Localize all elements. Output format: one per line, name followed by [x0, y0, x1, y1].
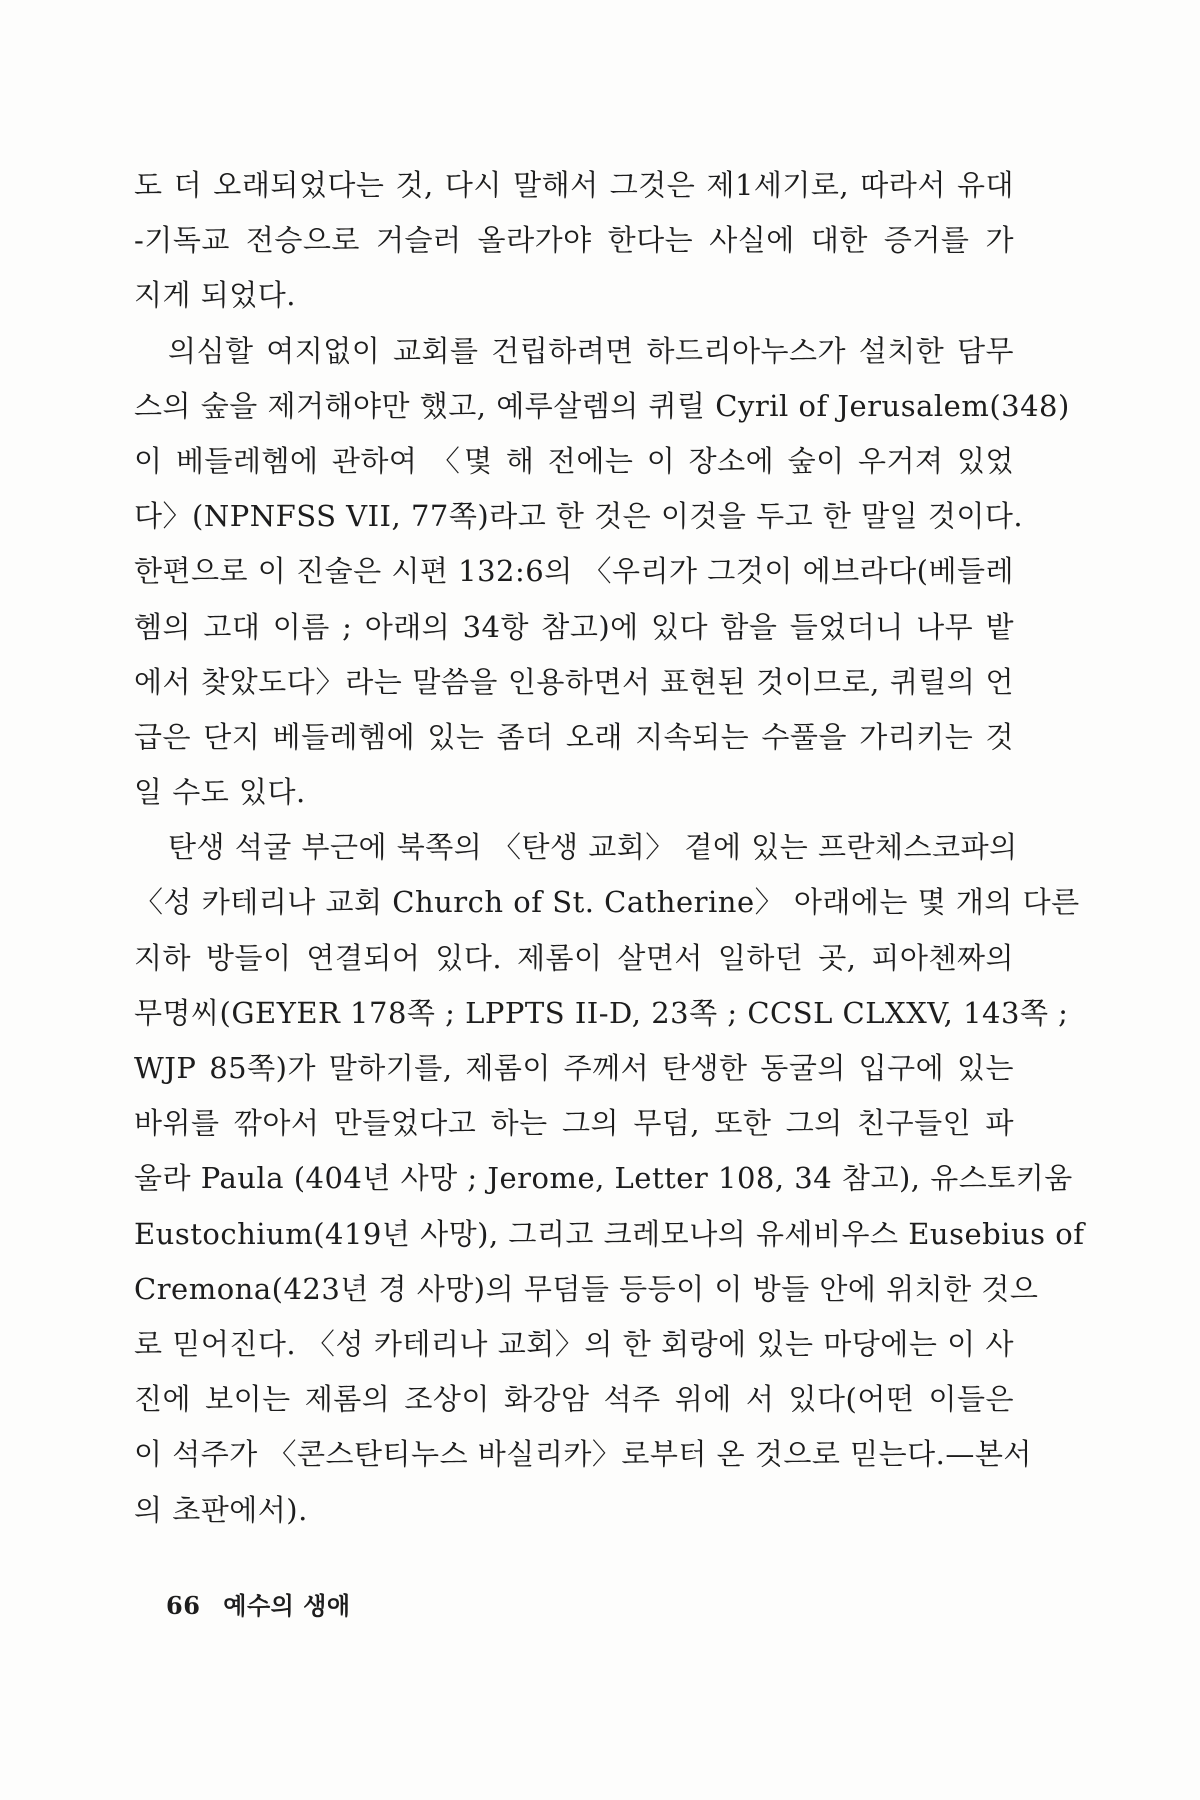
- text-line: 무명씨(GEYER 178쪽 ; LPPTS II-D, 23쪽 ; CCSL CLXXV, 143쪽 ;: [134, 995, 1069, 1030]
- running-title: 예수의 생애: [223, 1592, 351, 1620]
- text-line: WJP 85쪽)가 말하기를, 제롬이 주께서 탄생한 동굴의 입구에 있는: [134, 1051, 1014, 1085]
- text-line: 도 더 오래되었다는 것, 다시 말해서 그것은 제1세기로, 따라서 유대: [134, 168, 1014, 202]
- text-line: 헴의 고대 이름 ; 아래의 34항 참고)에 있다 함을 들었더니 나무 밭: [134, 609, 1014, 644]
- text-line: 이 석주가 〈콘스탄티누스 바실리카〉로부터 온 것으로 믿는다.—본서: [134, 1437, 1032, 1472]
- text-line: 지게 되었다.: [134, 278, 297, 313]
- page-number: 66: [166, 1591, 201, 1620]
- text-line: 한편으로 이 진술은 시편 132:6의 〈우리가 그것이 에브라다(베들레: [134, 554, 1014, 589]
- paragraph-first-line: 의심할 여지없이 교회를 건립하려면 하드리아누스가 설치한 담무: [168, 333, 1014, 368]
- text-line: 스의 숲을 제거해야만 했고, 예루살렘의 퀴릴 Cyril of Jerusalem(348): [134, 388, 1070, 423]
- text-line: 〈성 카테리나 교회 Church of St. Catherine〉 아래에는 몇 개의 다른: [134, 885, 1080, 920]
- text-line: Eustochium(419년 사망), 그리고 크레모나의 유세비우스 Eusebius of: [134, 1216, 1085, 1251]
- text-line: 바위를 깎아서 만들었다고 하는 그의 무덤, 또한 그의 친구들인 파: [134, 1106, 1014, 1141]
- text-line: -기독교 전승으로 거슬러 올라가야 한다는 사실에 대한 증거를 가: [134, 223, 1014, 258]
- text-line: 일 수도 있다.: [134, 775, 306, 810]
- text-line: 이 베들레헴에 관하여 〈몇 해 전에는 이 장소에 숲이 우거져 있었: [134, 443, 1014, 478]
- text-line: 지하 방들이 연결되어 있다. 제롬이 살면서 일하던 곳, 피아첸짜의: [134, 940, 1014, 975]
- text-line: 진에 보이는 제롬의 조상이 화강암 석주 위에 서 있다(어떤 이들은: [134, 1382, 1014, 1417]
- paragraph-first-line: 탄생 석굴 부근에 북쪽의 〈탄생 교회〉 곁에 있는 프란체스코파의: [168, 830, 1018, 865]
- text-line: 에서 찾았도다〉라는 말씀을 인용하면서 표현된 것이므로, 퀴릴의 언: [134, 664, 1014, 699]
- text-line: 울라 Paula (404년 사망 ; Jerome, Letter 108, 34 참고), 유스토키움: [134, 1161, 1073, 1196]
- text-line: 급은 단지 베들레헴에 있는 좀더 오래 지속되는 수풀을 가리키는 것: [134, 719, 1014, 754]
- text-line: Cremona(423년 경 사망)의 무덤들 등등이 이 방들 안에 위치한 것으: [134, 1271, 1039, 1306]
- text-line: 로 믿어진다. 〈성 카테리나 교회〉의 한 회랑에 있는 마당에는 이 사: [134, 1326, 1014, 1361]
- text-line: 의 초판에서).: [134, 1492, 308, 1527]
- body-text: [134, 158, 1085, 1538]
- page-footer: [166, 1586, 351, 1621]
- text-line: 다〉(NPNFSS VII, 77쪽)라고 한 것은 이것을 두고 한 말일 것이다.: [134, 499, 1024, 534]
